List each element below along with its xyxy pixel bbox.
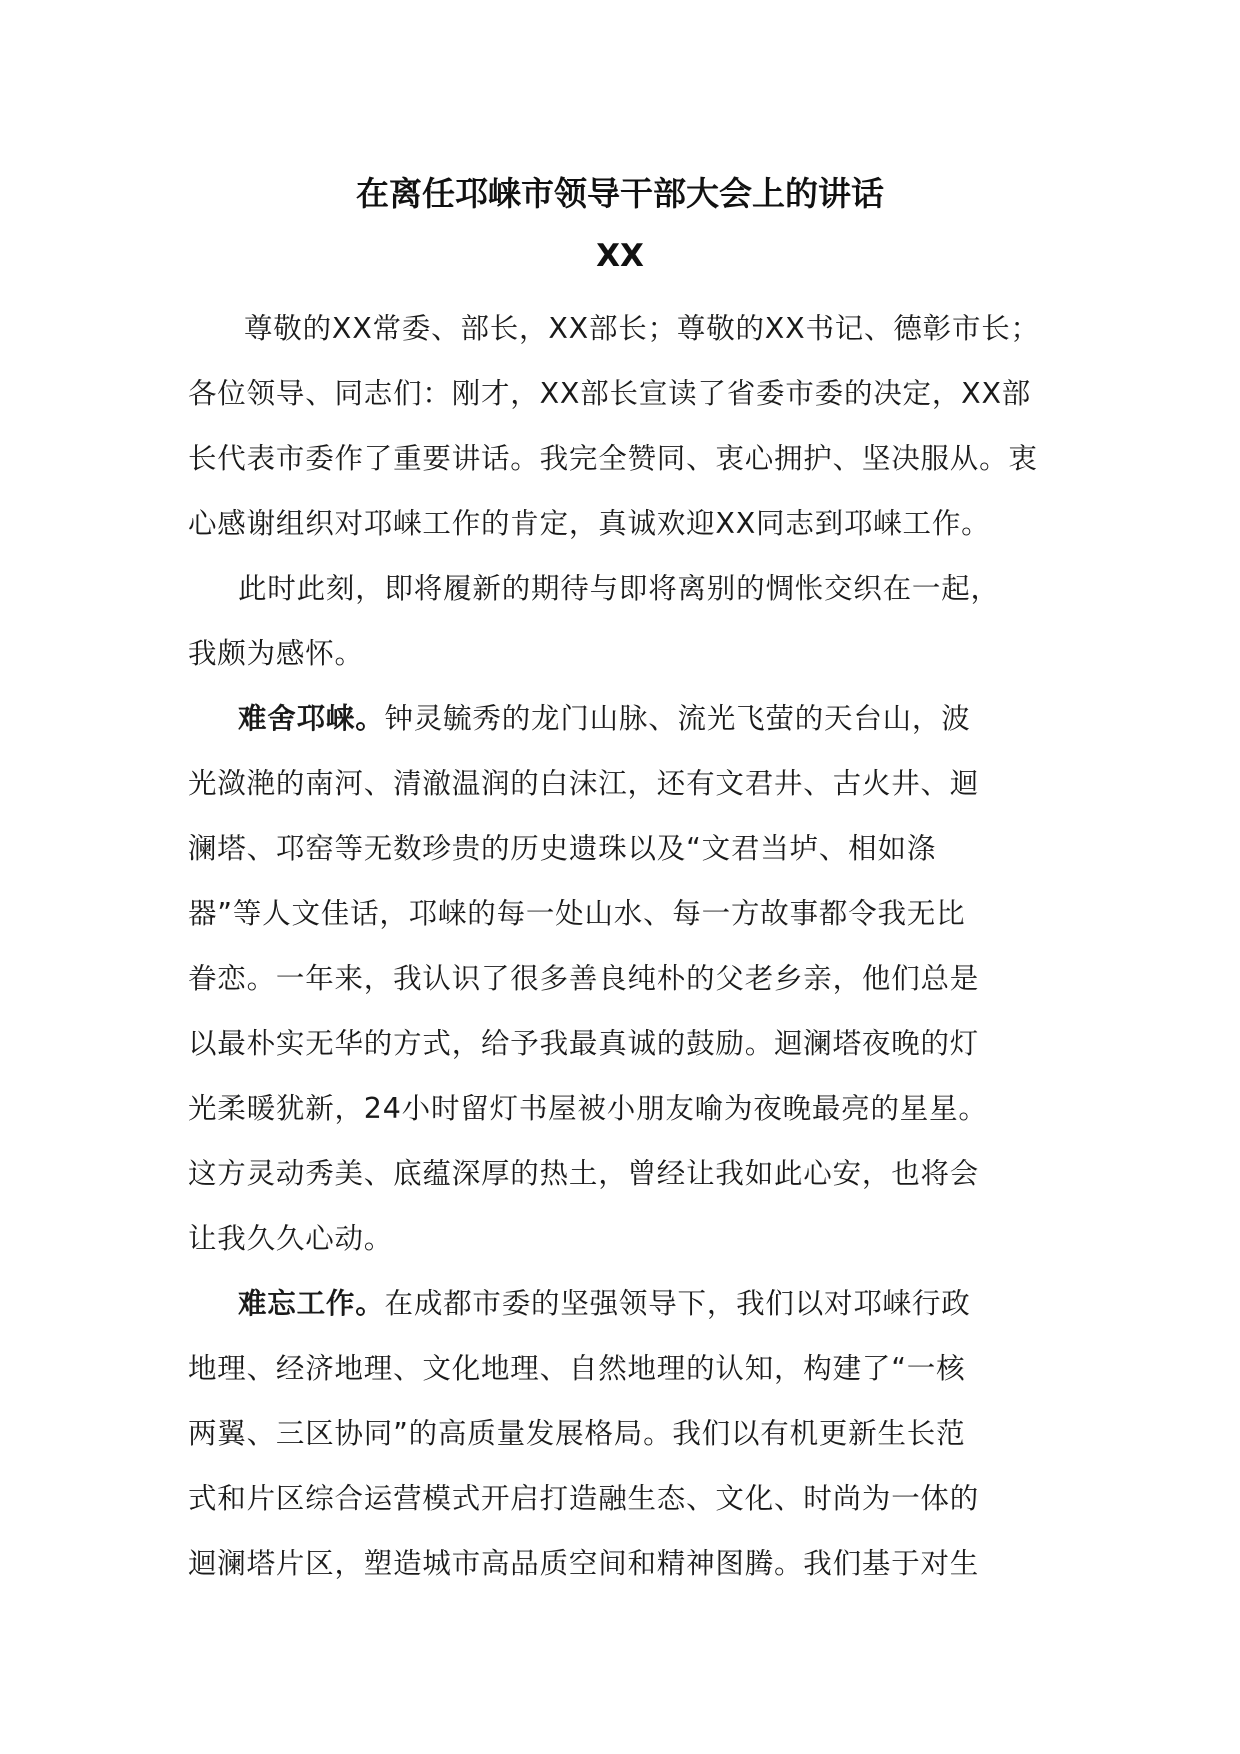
speech-body — [188, 296, 1050, 1596]
paragraph-line: 光柔暖犹新，24小时留灯书屋被小朋友喻为夜晚最亮的星星。 — [188, 1092, 988, 1125]
speech-author: XX — [596, 238, 644, 274]
paragraph-line: 尊敬的XX常委、部长，XX部长；尊敬的XX书记、德彰市长； — [244, 312, 1040, 345]
paragraph-line: 各位领导、同志们：刚才，XX部长宣读了省委市委的决定，XX部 — [188, 377, 1032, 410]
paragraph-work — [188, 1271, 1050, 1596]
paragraph-line: 眷恋。一年来，我认识了很多善良纯朴的父老乡亲，他们总是 — [188, 962, 980, 995]
paragraph-line: 长代表市委作了重要讲话。我完全赞同、衷心拥护、坚决服从。衷 — [188, 442, 1038, 475]
paragraph-line: 迴澜塔片区，塑造城市高品质空间和精神图腾。我们基于对生 — [188, 1547, 980, 1580]
paragraph-line: 我颇为感怀。 — [188, 637, 364, 670]
paragraph-lead-heading: 难忘工作。 — [238, 1287, 385, 1320]
paragraph-line: 以最朴实无华的方式，给予我最真诚的鼓励。迴澜塔夜晚的灯 — [188, 1027, 980, 1060]
paragraph-lead-heading: 难舍邛崃。 — [238, 702, 385, 735]
paragraph-line: 式和片区综合运营模式开启打造融生态、文化、时尚为一体的 — [188, 1482, 980, 1515]
paragraph-line-text: 在成都市委的坚强领导下，我们以对邛崃行政 — [384, 1287, 971, 1320]
paragraph-line: 心感谢组织对邛崃工作的肯定，真诚欢迎XX同志到邛崃工作。 — [188, 507, 991, 540]
paragraph-line: 光潋滟的南河、清澈温润的白沫江，还有文君井、古火井、迴 — [188, 767, 980, 800]
paragraph-line: 此时此刻，即将履新的期待与即将离别的惆怅交织在一起， — [238, 572, 1000, 605]
paragraph-line: 让我久久心动。 — [188, 1222, 394, 1255]
paragraph-greeting — [188, 296, 1050, 556]
paragraph-line: 这方灵动秀美、底蕴深厚的热土，曾经让我如此心安，也将会 — [188, 1157, 980, 1190]
paragraph-qionglai — [188, 686, 1050, 1271]
paragraph-line-lead — [188, 1271, 1050, 1336]
speech-title: 在离任邛崃市领导干部大会上的讲话 — [356, 174, 884, 213]
paragraph-line-text: 钟灵毓秀的龙门山脉、流光飞萤的天台山，波 — [384, 702, 971, 735]
paragraph-line: 地理、经济地理、文化地理、自然地理的认知，构建了“一核 — [188, 1352, 966, 1385]
paragraph-line: 澜塔、邛窑等无数珍贵的历史遗珠以及“文君当垆、相如涤 — [188, 832, 937, 865]
paragraph-line: 两翼、三区协同”的高质量发展格局。我们以有机更新生长范 — [188, 1417, 966, 1450]
paragraph-line: 器”等人文佳话，邛崃的每一处山水、每一方故事都令我无比 — [188, 897, 966, 930]
paragraph-feelings — [188, 556, 1050, 686]
paragraph-line-lead — [188, 686, 1050, 751]
